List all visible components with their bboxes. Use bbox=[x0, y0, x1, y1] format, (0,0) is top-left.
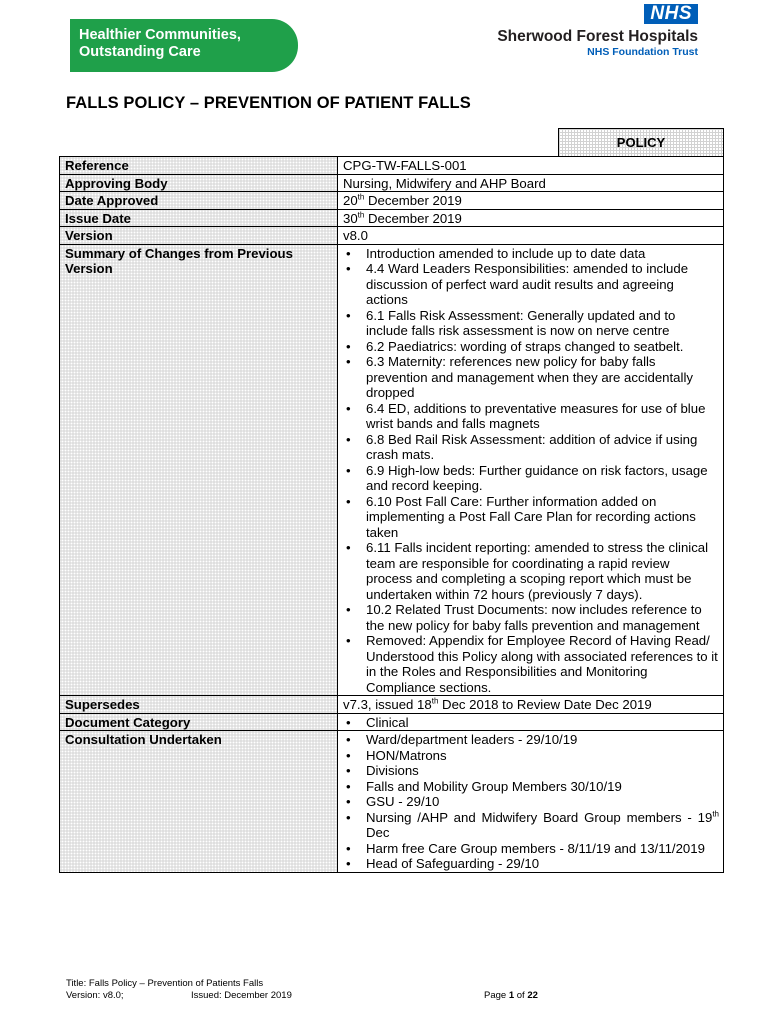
page-number bbox=[484, 990, 538, 1002]
consultation-value bbox=[338, 731, 724, 873]
list-item: • 6.9 High-low beds: Further guidance on risk factors, usage and record keeping. bbox=[343, 463, 719, 494]
table-row bbox=[60, 174, 724, 192]
list-item: • 6.1 Falls Risk Assessment: Generally updated and to include falls risk assessment is now on nerve centre bbox=[343, 308, 719, 339]
reference-label: Reference bbox=[60, 157, 338, 175]
version-value: v8.0 bbox=[338, 227, 724, 245]
list-item: • 10.2 Related Trust Documents: now includes reference to the new policy for baby falls prevention and management bbox=[343, 602, 719, 633]
list-item: • Falls and Mobility Group Members 30/10/19 bbox=[343, 779, 719, 795]
banner-line-2: Outstanding Care bbox=[79, 44, 201, 60]
table-row bbox=[60, 157, 724, 175]
list-item: • 6.11 Falls incident reporting: amended to stress the clinical team are responsible for coordinating a rapid review process and completing a scoping report which must be undertaken within 72 hours (previously 7 days). bbox=[343, 540, 719, 602]
issue-date-suffix: th bbox=[357, 210, 365, 220]
supersedes-label: Supersedes bbox=[60, 696, 338, 714]
page-footer bbox=[66, 978, 666, 1002]
policy-label: POLICY bbox=[558, 128, 724, 157]
list-item: • Divisions bbox=[343, 763, 719, 779]
page-total: 22 bbox=[527, 990, 538, 1001]
summary-value bbox=[338, 244, 724, 696]
trust-banner bbox=[70, 19, 298, 72]
list-item bbox=[343, 810, 719, 841]
page-prefix: Page bbox=[484, 990, 509, 1001]
banner-line-1: Healthier Communities, bbox=[79, 27, 241, 43]
footer-version: Version: v8.0; bbox=[66, 990, 124, 1001]
list-item: • Ward/department leaders - 29/10/19 bbox=[343, 732, 719, 748]
policy-metadata-table bbox=[59, 156, 724, 873]
version-label: Version bbox=[60, 227, 338, 245]
consultation-list bbox=[343, 732, 719, 872]
category-list bbox=[343, 715, 719, 731]
table-row bbox=[60, 244, 724, 696]
supersedes-pre: v7.3, issued 18 bbox=[343, 697, 432, 712]
summary-label: Summary of Changes from Previous Version bbox=[60, 244, 338, 696]
date-approved-value bbox=[338, 192, 724, 210]
date-approved-day: 20 bbox=[343, 193, 358, 208]
approving-body-value: Nursing, Midwifery and AHP Board bbox=[338, 174, 724, 192]
footer-issued: Issued: December 2019 bbox=[191, 990, 292, 1001]
approving-body-label: Approving Body bbox=[60, 174, 338, 192]
reference-value: CPG-TW-FALLS-001 bbox=[338, 157, 724, 175]
list-item: • Harm free Care Group members - 8/11/19 and 13/11/2019 bbox=[343, 841, 719, 857]
table-row bbox=[60, 731, 724, 873]
list-item: • 6.10 Post Fall Care: Further information added on implementing a Post Fall Care Plan for recording actions taken bbox=[343, 494, 719, 541]
supersedes-suffix: th bbox=[431, 696, 439, 706]
page-current: 1 bbox=[508, 990, 515, 1001]
nursing-board-suffix: th bbox=[712, 809, 719, 819]
list-item: • 6.3 Maternity: references new policy for baby falls prevention and management when they are accidentally dropped bbox=[343, 354, 719, 401]
issue-date-day: 30 bbox=[343, 210, 358, 226]
list-item: • Introduction amended to include up to date data bbox=[343, 246, 719, 262]
issue-date-rest: December 2019 bbox=[364, 210, 462, 226]
list-item: • GSU - 29/10 bbox=[343, 794, 719, 810]
table-row bbox=[60, 209, 724, 227]
list-item: • 4.4 Ward Leaders Responsibilities: amended to include discussion of perfect ward audit results and agreeing actions bbox=[343, 261, 719, 308]
date-approved-suffix: th bbox=[357, 192, 365, 202]
nhs-logo-block bbox=[497, 4, 698, 58]
nursing-board-month: Dec bbox=[366, 825, 390, 840]
issue-date-value bbox=[338, 209, 724, 227]
date-approved-rest: December 2019 bbox=[364, 193, 462, 208]
list-item: • HON/Matrons bbox=[343, 748, 719, 764]
category-value bbox=[338, 713, 724, 731]
table-row bbox=[60, 192, 724, 210]
trust-name: Sherwood Forest Hospitals bbox=[497, 28, 698, 45]
issue-date-label: Issue Date bbox=[60, 209, 338, 227]
list-item: • 6.2 Paediatrics: wording of straps changed to seatbelt. bbox=[343, 339, 719, 355]
date-approved-label: Date Approved bbox=[60, 192, 338, 210]
list-item: • Head of Safeguarding - 29/10 bbox=[343, 856, 719, 872]
summary-list bbox=[343, 246, 719, 696]
supersedes-post: Dec 2018 to Review Date Dec 2019 bbox=[438, 697, 652, 712]
category-label: Document Category bbox=[60, 713, 338, 731]
list-item: • Removed: Appendix for Employee Record of Having Read/ Understood this Policy along with associated references to it in the Roles and Responsibilities and Monitoring Compliance sections. bbox=[343, 633, 719, 695]
footer-meta-row bbox=[66, 990, 666, 1002]
list-item: • 6.8 Bed Rail Risk Assessment: addition of advice if using crash mats. bbox=[343, 432, 719, 463]
list-item: • 6.4 ED, additions to preventative measures for use of blue wrist bands and falls magnets bbox=[343, 401, 719, 432]
footer-title: Title: Falls Policy – Prevention of Patients Falls bbox=[66, 978, 264, 989]
page-of: of bbox=[514, 990, 528, 1001]
supersedes-value bbox=[338, 696, 724, 714]
table-row bbox=[60, 227, 724, 245]
table-row bbox=[60, 696, 724, 714]
nhs-logo: NHS bbox=[644, 4, 698, 24]
document-title: FALLS POLICY – PREVENTION OF PATIENT FALLS bbox=[66, 94, 471, 112]
trust-subtitle: NHS Foundation Trust bbox=[587, 46, 698, 58]
nursing-board-text: Nursing /AHP and Midwifery Board Group members - 19 bbox=[366, 809, 713, 825]
consultation-label: Consultation Undertaken bbox=[60, 731, 338, 873]
table-row bbox=[60, 713, 724, 731]
list-item: • Clinical bbox=[343, 715, 719, 731]
